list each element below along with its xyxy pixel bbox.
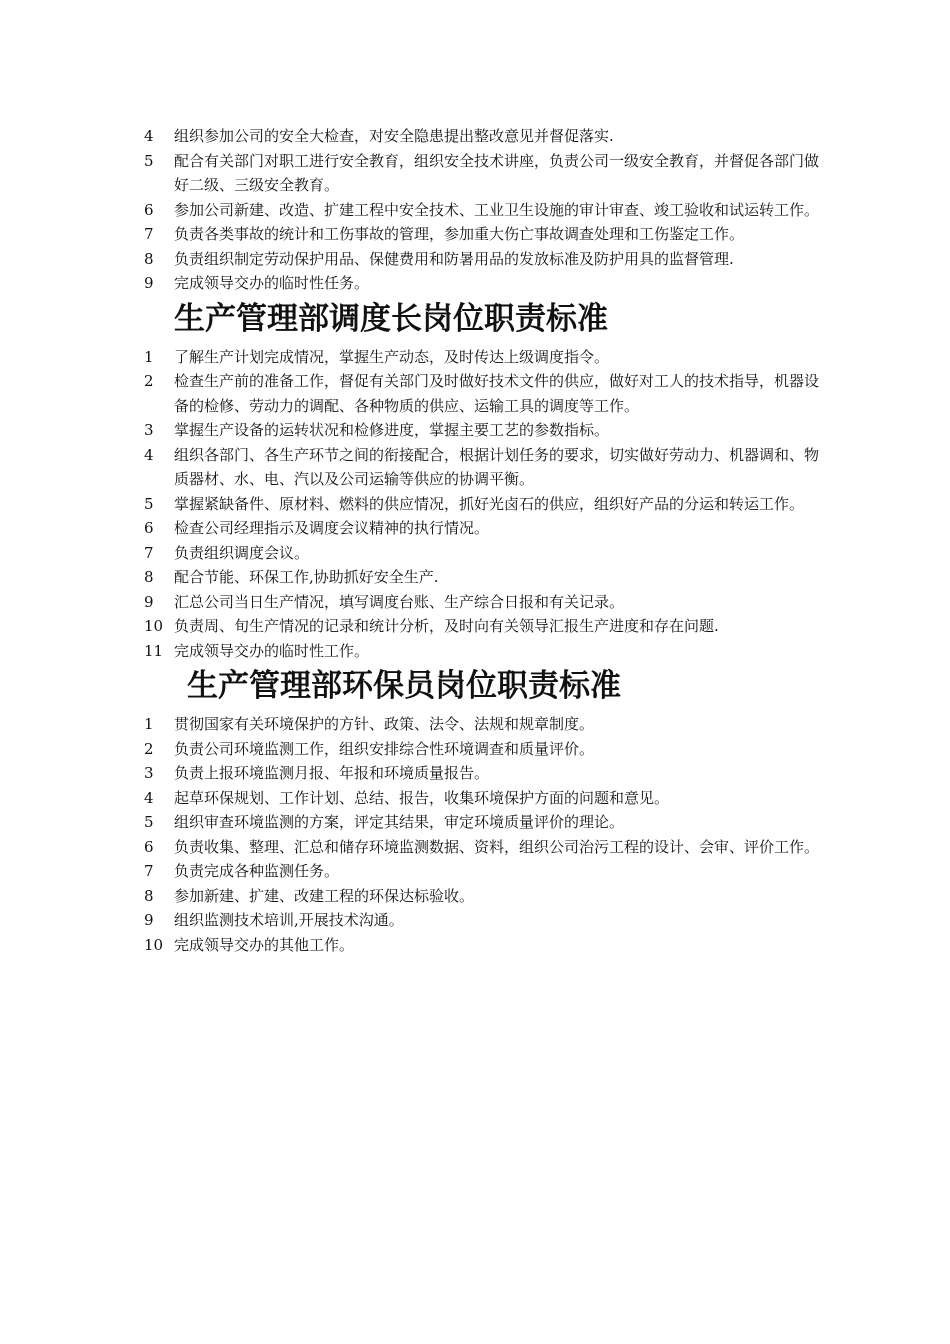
item-number: 10 xyxy=(144,617,164,635)
item-text: 参加公司新建、改造、扩建工程中安全技术、工业卫生设施的审计审查、竣工验收和试运转工作。 xyxy=(174,200,820,219)
list-item xyxy=(144,247,824,272)
item-number: 5 xyxy=(144,813,154,831)
list-item xyxy=(144,198,824,223)
item-number: 9 xyxy=(144,274,154,292)
item-text: 完成领导交办的临时性工作。 xyxy=(174,641,370,660)
document-content xyxy=(144,124,824,957)
item-number: 2 xyxy=(144,739,154,758)
item-text: 掌握紧缺备件、原材料、燃料的供应情况，抓好光卤石的供应，组织好产品的分运和转运工作。 xyxy=(174,494,805,513)
item-number: 7 xyxy=(144,862,154,880)
item-text: 起草环保规划、工作计划、总结、报告，收集环境保护方面的问题和意见。 xyxy=(174,788,670,807)
item-text: 检查公司经理指示及调度会议精神的执行情况。 xyxy=(174,519,490,537)
item-number: 4 xyxy=(144,445,154,464)
safety-duties-list xyxy=(144,124,824,296)
item-number: 5 xyxy=(144,151,154,170)
item-text: 完成领导交办的其他工作。 xyxy=(174,935,355,954)
list-item xyxy=(144,369,824,418)
item-text: 组织审查环境监测的方案，评定其结果，审定环境质量评价的理论。 xyxy=(174,813,625,831)
item-number: 8 xyxy=(144,568,154,586)
item-text: 贯彻国家有关环境保护的方针、政策、法令、法规和规章制度。 xyxy=(174,715,595,733)
list-item xyxy=(144,859,824,884)
item-text: 汇总公司当日生产情况，填写调度台账、生产综合日报和有关记录。 xyxy=(174,592,625,611)
item-text: 负责上报环境监测月报、年报和环境质量报告。 xyxy=(174,764,490,782)
item-number: 5 xyxy=(144,494,154,513)
list-item xyxy=(144,712,824,737)
item-text: 组织参加公司的安全大检查，对安全隐患提出整改意见并督促落实. xyxy=(174,127,614,145)
list-item xyxy=(144,345,824,370)
list-item xyxy=(144,786,824,811)
item-number: 2 xyxy=(144,372,154,390)
item-text: 负责周、旬生产情况的记录和统计分析，及时向有关领导汇报生产进度和存在问题. xyxy=(174,617,719,635)
item-text: 参加新建、扩建、改建工程的环保达标验收。 xyxy=(174,886,475,905)
item-number: 6 xyxy=(144,200,154,219)
item-number: 4 xyxy=(144,788,154,807)
list-item xyxy=(144,639,824,664)
item-text: 了解生产计划完成情况，掌握生产动态，及时传达上级调度指令。 xyxy=(174,347,610,366)
item-text: 负责组织制定劳动保护用品、保健费用和防暑用品的发放标准及防护用具的监督管理. xyxy=(174,249,734,268)
list-item xyxy=(144,761,824,786)
list-item xyxy=(144,222,824,247)
item-text: 负责完成各种监测任务。 xyxy=(174,862,340,880)
list-item xyxy=(144,590,824,615)
environmental-officer-duties-heading: 生产管理部环保员岗位职责标准 xyxy=(187,668,621,704)
list-item xyxy=(144,933,824,958)
list-item xyxy=(144,418,824,443)
item-number: 1 xyxy=(144,715,154,733)
item-text: 负责组织调度会议。 xyxy=(174,543,310,562)
item-number: 6 xyxy=(144,519,154,537)
list-item xyxy=(144,835,824,860)
list-item xyxy=(144,271,824,296)
list-item xyxy=(144,810,824,835)
item-number: 6 xyxy=(144,837,154,856)
list-item xyxy=(144,541,824,566)
item-number: 4 xyxy=(144,127,154,145)
list-item xyxy=(144,443,824,492)
item-number: 9 xyxy=(144,592,154,611)
list-item xyxy=(144,614,824,639)
list-item xyxy=(144,565,824,590)
item-text: 组织各部门、各生产环节之间的衔接配合，根据计划任务的要求，切实做好劳动力、机器调和、物质器材、水、电、汽以及公司运输等供应的协调平衡。 xyxy=(174,445,820,488)
list-item xyxy=(144,124,824,149)
item-number: 11 xyxy=(144,641,164,660)
list-item xyxy=(144,492,824,517)
list-item xyxy=(144,149,824,198)
item-number: 9 xyxy=(144,911,154,929)
item-text: 配合节能、环保工作,协助抓好安全生产. xyxy=(174,568,439,586)
item-text: 负责各类事故的统计和工伤事故的管理，参加重大伤亡事故调查处理和工伤鉴定工作。 xyxy=(174,225,745,243)
list-item xyxy=(144,516,824,541)
dispatcher-duties-list xyxy=(144,345,824,664)
item-text: 检查生产前的准备工作，督促有关部门及时做好技术文件的供应，做好对工人的技术指导，机器设备的检修、劳动力的调配、各种物质的供应、运输工具的调度等工作。 xyxy=(174,372,820,415)
item-number: 1 xyxy=(144,347,154,366)
item-text: 掌握生产设备的运转状况和检修进度，掌握主要工艺的参数指标。 xyxy=(174,421,610,439)
item-text: 负责收集、整理、汇总和储存环境监测数据、资料，组织公司治污工程的设计、会审、评价工作。 xyxy=(174,837,820,856)
item-number: 8 xyxy=(144,249,154,268)
list-item xyxy=(144,908,824,933)
dispatcher-duties-heading: 生产管理部调度长岗位职责标准 xyxy=(174,300,608,337)
list-item xyxy=(144,884,824,909)
item-text: 完成领导交办的临时性任务。 xyxy=(174,274,370,292)
item-number: 8 xyxy=(144,886,154,905)
item-number: 7 xyxy=(144,543,154,562)
item-text: 负责公司环境监测工作，组织安排综合性环境调查和质量评价。 xyxy=(174,739,595,758)
item-text: 组织监测技术培训,开展技术沟通。 xyxy=(174,911,404,929)
item-text: 配合有关部门对职工进行安全教育，组织安全技术讲座，负责公司一级安全教育，并督促各部门做好二级、三级安全教育。 xyxy=(174,151,820,194)
environmental-duties-list xyxy=(144,712,824,957)
item-number: 3 xyxy=(144,764,154,782)
item-number: 3 xyxy=(144,421,154,439)
item-number: 10 xyxy=(144,935,164,954)
item-number: 7 xyxy=(144,225,154,243)
list-item xyxy=(144,737,824,762)
